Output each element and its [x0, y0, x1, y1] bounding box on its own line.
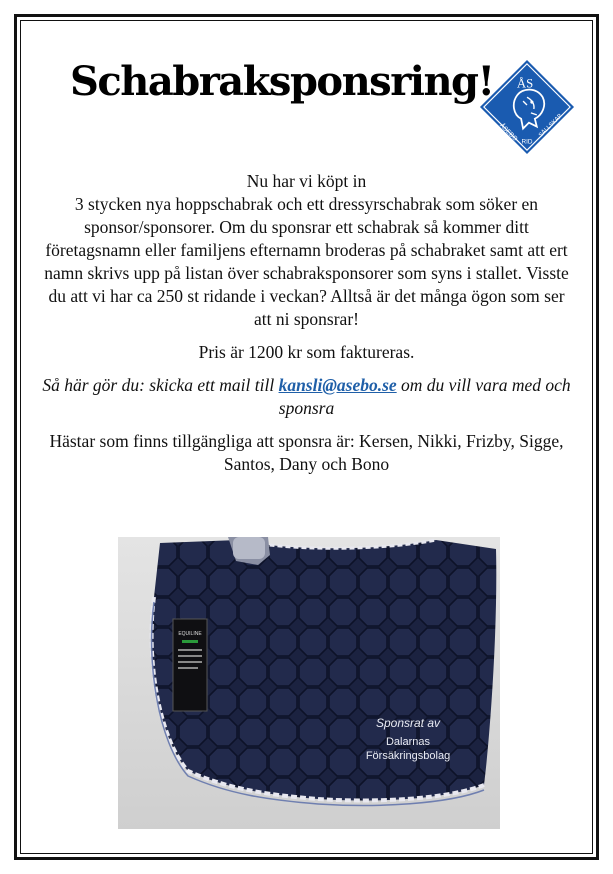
price-text: Pris är 1200 kr som faktureras. [198, 342, 415, 362]
logo-text-mid: RID [521, 138, 533, 146]
intro-text: 3 stycken nya hoppschabrak och ett dressyrschabrak som söker en sponsor/sponsorer. Om du sponsrar ett schabrak så kommer ditt företagsnamn eller familjens efternamn broderas på schabraket samt att ert namn skrivs upp på listan över schabraksponsorer som syns i stallet. Visste du att vi har ca 250 st ridande i veckan? Alltså är det många ögon som ser att ni sponsrar! [44, 194, 569, 329]
intro-line1: Nu har vi köpt in [246, 171, 367, 191]
logo-text-right: SÄLLSKAP [538, 113, 564, 139]
embroidery-line3: Försäkringsbolag [365, 750, 451, 762]
main-content [40, 170, 573, 486]
product-tag-brand: EQUILINE [178, 631, 202, 637]
embroidery-line2: Dalarnas [385, 736, 431, 748]
contact-line [40, 374, 573, 420]
club-logo [478, 58, 576, 156]
embroidery-line1: Sponsrat av [375, 716, 441, 730]
intro-paragraph [40, 170, 573, 331]
logo-monogram: ÅS [516, 76, 534, 91]
contact-suffix: om du vill vara med och sponsra [278, 375, 571, 418]
saddle-pad-photo [118, 537, 500, 829]
horses-list: Hästar som finns tillgängliga att sponsra är: Kersen, Nikki, Frizby, Sigge, Santos, Dany och Bono [49, 431, 564, 474]
email-link[interactable]: kansli@asebo.se [278, 375, 397, 395]
contact-prefix: Så här gör du: skicka ett mail till [42, 375, 279, 395]
page-title: Schabraksponsring! [70, 58, 494, 105]
logo-text-left: ÅSEBO [498, 122, 519, 143]
